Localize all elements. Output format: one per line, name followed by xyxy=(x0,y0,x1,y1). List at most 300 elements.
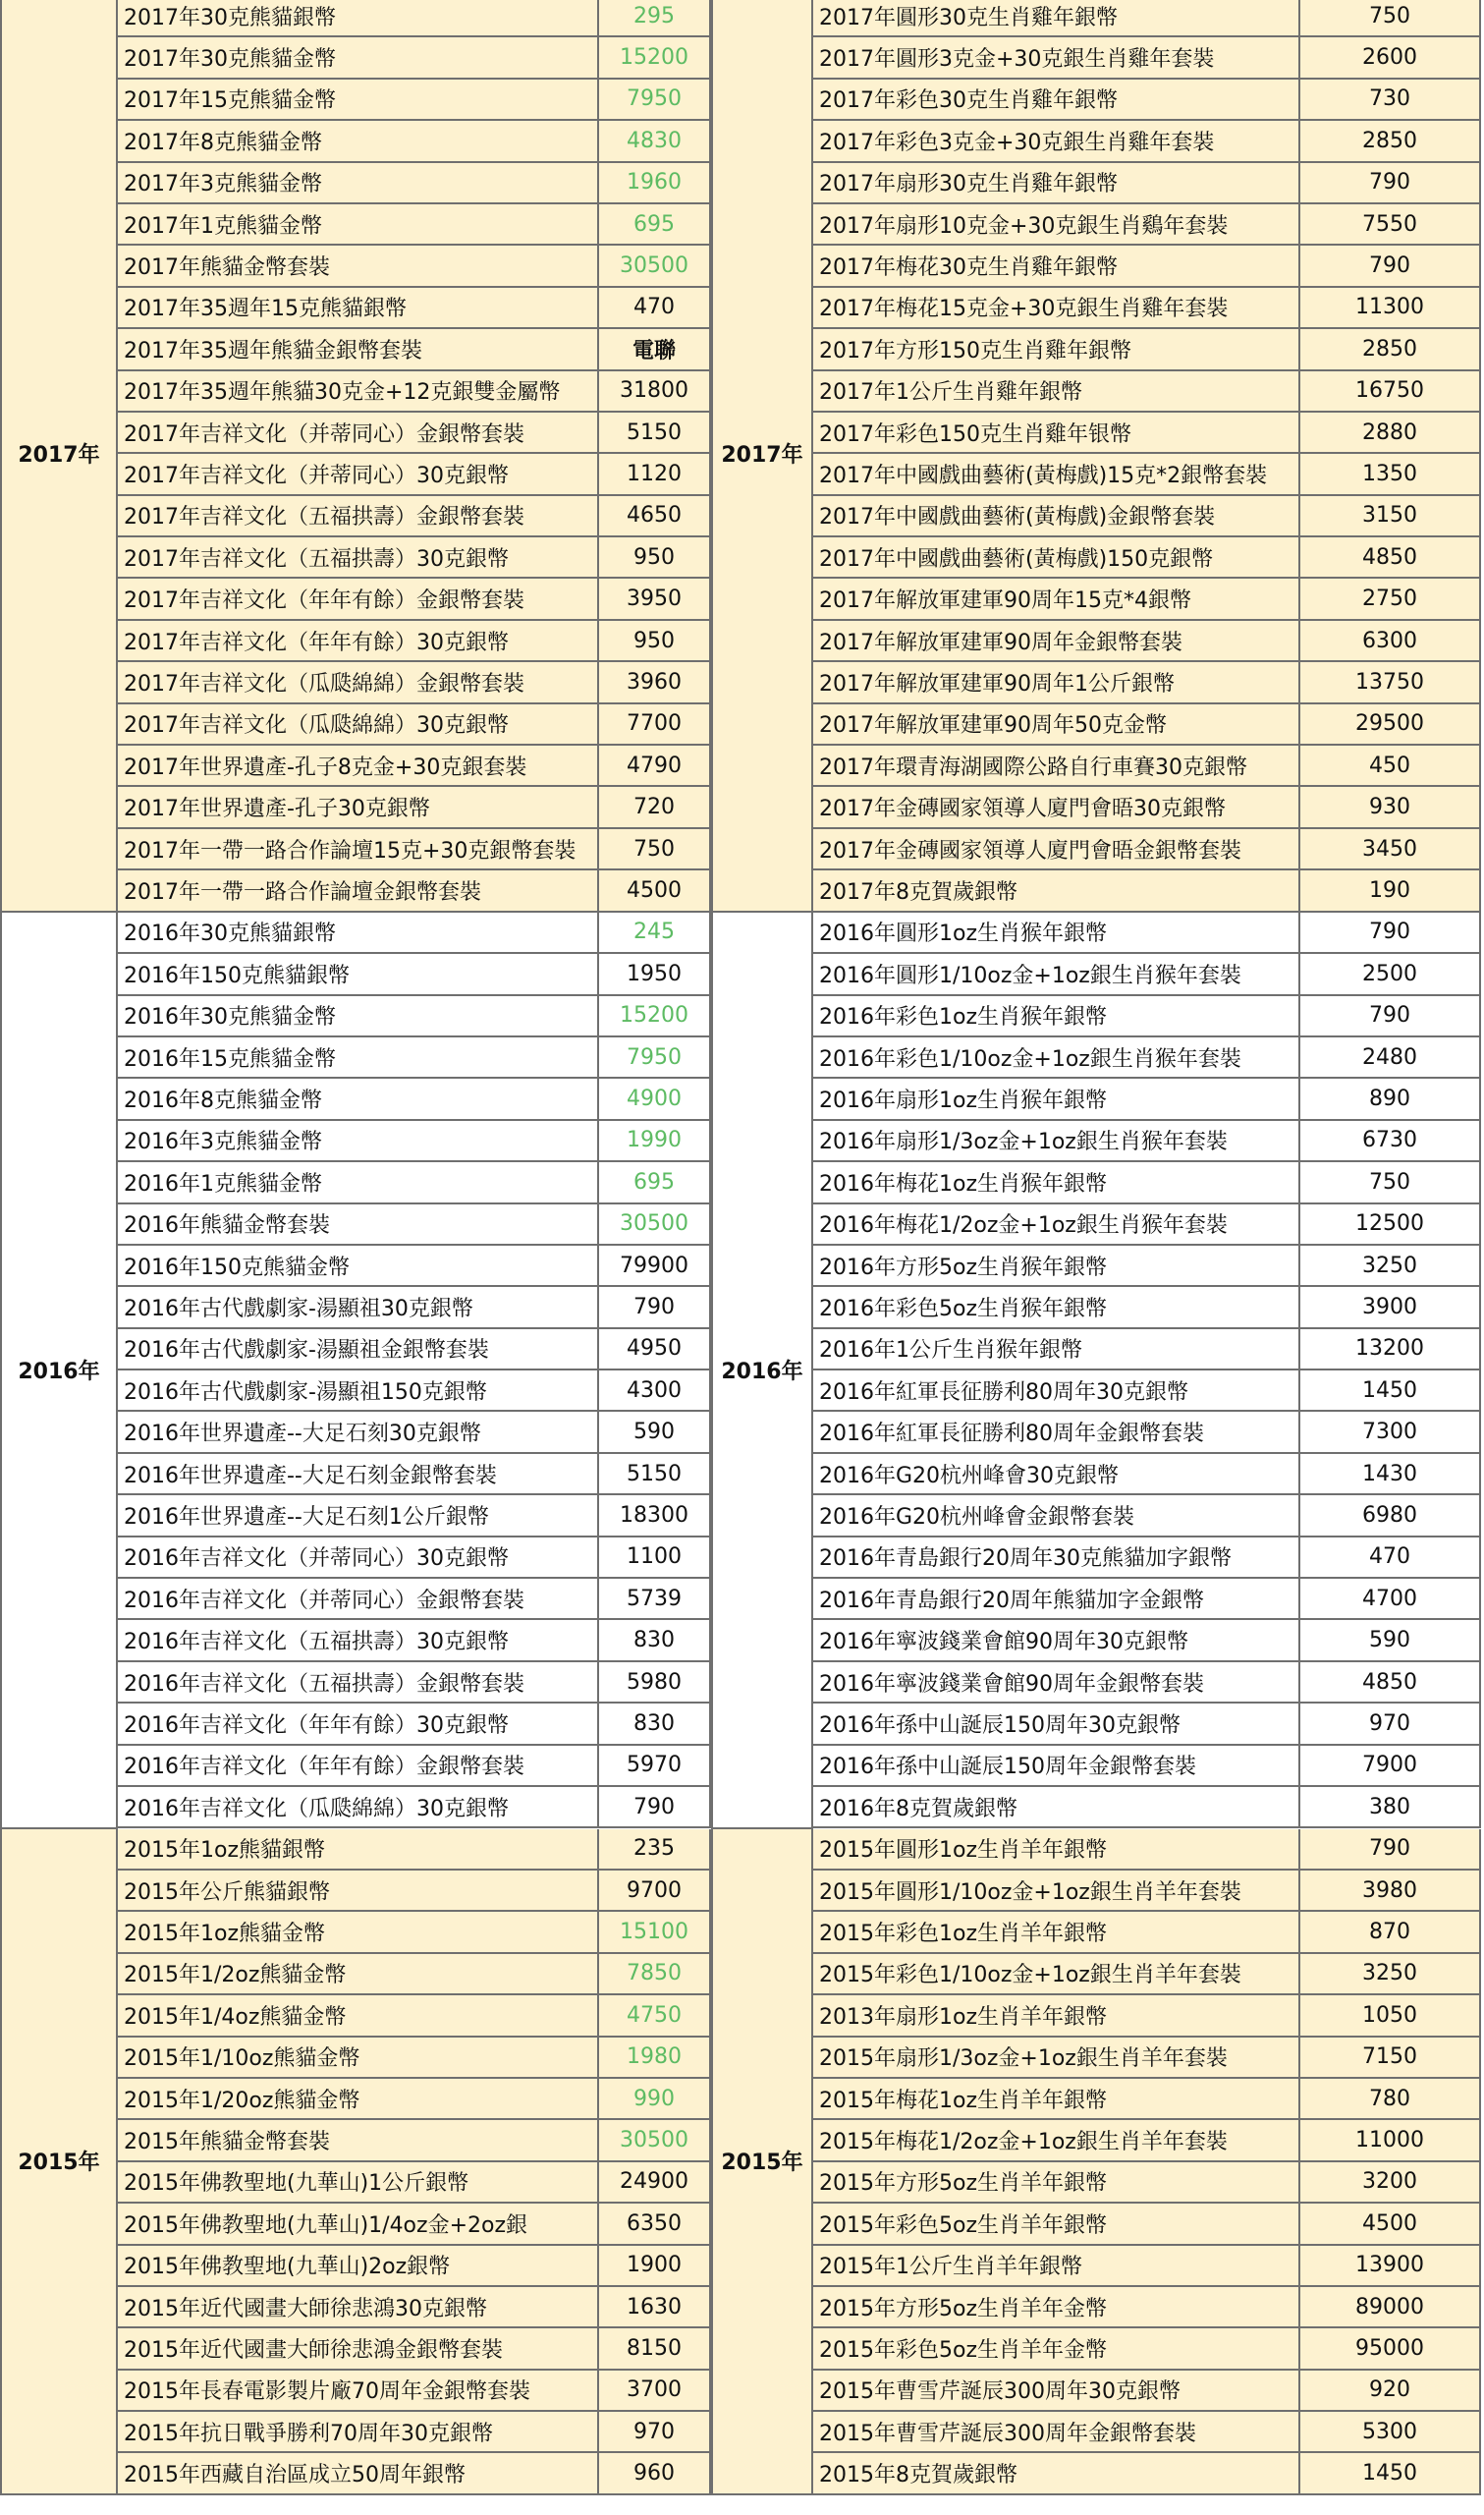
item-name: 2015年彩色5oz生肖羊年銀幣 xyxy=(811,2204,1300,2243)
item-name: 2015年梅花1/2oz金+1oz銀生肖羊年套裝 xyxy=(811,2120,1300,2159)
item-name: 2017年一帶一路合作論壇15克+30克銀幣套裝 xyxy=(116,829,599,868)
item-name: 2016年吉祥文化（瓜瓞綿綿）30克銀幣 xyxy=(116,1787,599,1826)
table-row xyxy=(116,1995,711,2037)
table-row xyxy=(116,288,711,329)
item-name: 2017年世界遺產-孔子8克金+30克銀套裝 xyxy=(116,746,599,785)
item-price: 5980 xyxy=(599,1662,711,1702)
table-row xyxy=(811,1662,1481,1704)
item-price: 5150 xyxy=(599,1454,711,1493)
item-price: 790 xyxy=(1300,913,1481,952)
year-label-right: 2016年 xyxy=(711,913,813,1829)
table-row xyxy=(811,2371,1481,2412)
table-row xyxy=(811,1787,1481,1828)
item-price: 15200 xyxy=(599,37,711,77)
item-name: 2016年吉祥文化（年年有餘）金銀幣套裝 xyxy=(116,1746,599,1785)
table-row xyxy=(116,2246,711,2287)
item-price: 1450 xyxy=(1300,1370,1481,1410)
item-name: 2016年古代戲劇家-湯顯祖金銀幣套裝 xyxy=(116,1329,599,1369)
item-name: 2017年35週年15克熊貓銀幣 xyxy=(116,288,599,327)
table-row xyxy=(116,371,711,413)
item-name: 2016年吉祥文化（五福拱壽）金銀幣套裝 xyxy=(116,1662,599,1702)
item-price: 12500 xyxy=(1300,1204,1481,1244)
table-row xyxy=(811,2412,1481,2453)
table-row xyxy=(116,496,711,537)
item-name: 2017年中國戲曲藝術(黃梅戲)150克銀幣 xyxy=(811,537,1300,577)
table-row xyxy=(811,1912,1481,1953)
item-price: 2500 xyxy=(1300,954,1481,993)
item-price: 13900 xyxy=(1300,2246,1481,2285)
item-name: 2015年近代國畫大師徐悲鴻金銀幣套裝 xyxy=(116,2328,599,2368)
item-price: 11000 xyxy=(1300,2120,1481,2159)
table-row xyxy=(116,1912,711,1953)
item-price: 5150 xyxy=(599,413,711,452)
item-name: 2015年佛教聖地(九華山)1公斤銀幣 xyxy=(116,2162,599,2202)
item-price: 190 xyxy=(1300,870,1481,910)
table-row xyxy=(116,746,711,787)
item-price: 4300 xyxy=(599,1370,711,1410)
item-price: 5300 xyxy=(1300,2412,1481,2451)
item-price: 6730 xyxy=(1300,1121,1481,1160)
table-row xyxy=(811,246,1481,287)
table-row xyxy=(116,1829,711,1871)
table-row xyxy=(811,746,1481,787)
item-price: 18300 xyxy=(599,1495,711,1535)
item-name: 2016年梅花1/2oz金+1oz銀生肖猴年套裝 xyxy=(811,1204,1300,1244)
item-price: 7150 xyxy=(1300,2038,1481,2077)
item-price: 2480 xyxy=(1300,1037,1481,1077)
table-row xyxy=(811,537,1481,579)
item-name: 2017年中國戲曲藝術(黃梅戲)金銀幣套裝 xyxy=(811,496,1300,535)
item-name: 2017年吉祥文化（并蒂同心）30克銀幣 xyxy=(116,454,599,493)
item-name: 2017年中國戲曲藝術(黃梅戲)15克*2銀幣套裝 xyxy=(811,454,1300,493)
item-name: 2017年圓形3克金+30克銀生肖雞年套裝 xyxy=(811,37,1300,77)
table-row xyxy=(116,579,711,620)
item-price: 15200 xyxy=(599,996,711,1035)
item-price: 780 xyxy=(1300,2079,1481,2118)
table-row xyxy=(116,1620,711,1661)
item-name: 2015年抗日戰爭勝利70周年30克銀幣 xyxy=(116,2412,599,2451)
item-price: 235 xyxy=(599,1829,711,1869)
table-row xyxy=(116,2079,711,2120)
item-name: 2016年彩色1/10oz金+1oz銀生肖猴年套裝 xyxy=(811,1037,1300,1077)
item-price: 4500 xyxy=(599,870,711,910)
table-row xyxy=(811,1579,1481,1620)
item-price: 30500 xyxy=(599,1204,711,1244)
item-price: 750 xyxy=(599,829,711,868)
item-price: 470 xyxy=(599,288,711,327)
item-name: 2017年金磚國家領導人廈門會晤金銀幣套裝 xyxy=(811,829,1300,868)
table-row xyxy=(811,1287,1481,1328)
table-row xyxy=(116,2204,711,2245)
right-price-list xyxy=(811,0,1481,913)
item-price: 1120 xyxy=(599,454,711,493)
item-name: 2013年扇形1oz生肖羊年銀幣 xyxy=(811,1995,1300,2035)
item-price: 295 xyxy=(599,0,711,35)
item-name: 2016年1克熊貓金幣 xyxy=(116,1162,599,1202)
table-row xyxy=(811,1454,1481,1495)
item-price: 3700 xyxy=(599,2371,711,2410)
item-price: 3150 xyxy=(1300,496,1481,535)
table-row xyxy=(811,1495,1481,1537)
table-row xyxy=(116,537,711,579)
item-name: 2017年環青海湖國際公路自行車賽30克銀幣 xyxy=(811,746,1300,785)
item-name: 2016年15克熊貓金幣 xyxy=(116,1037,599,1077)
item-name: 2017年吉祥文化（并蒂同心）金銀幣套裝 xyxy=(116,413,599,452)
item-price: 3980 xyxy=(1300,1871,1481,1910)
table-row xyxy=(116,204,711,246)
item-price: 1050 xyxy=(1300,1995,1481,2035)
table-row xyxy=(811,954,1481,995)
table-row xyxy=(811,621,1481,662)
table-row xyxy=(811,329,1481,370)
item-price: 4850 xyxy=(1300,537,1481,577)
item-price: 2600 xyxy=(1300,37,1481,77)
table-row xyxy=(811,2120,1481,2161)
item-name: 2016年彩色1oz生肖猴年銀幣 xyxy=(811,996,1300,1035)
table-row xyxy=(811,204,1481,246)
table-row xyxy=(811,787,1481,828)
item-price: 790 xyxy=(1300,163,1481,202)
item-name: 2017年吉祥文化（年年有餘）30克銀幣 xyxy=(116,621,599,660)
item-price: 29500 xyxy=(1300,704,1481,744)
table-row xyxy=(116,2162,711,2204)
item-name: 2016年G20杭州峰會金銀幣套裝 xyxy=(811,1495,1300,1535)
item-name: 2015年1公斤生肖羊年銀幣 xyxy=(811,2246,1300,2285)
item-name: 2015年西藏自治區成立50周年銀幣 xyxy=(116,2453,599,2492)
table-row xyxy=(811,0,1481,37)
item-name: 2017年解放軍建軍90周年1公斤銀幣 xyxy=(811,662,1300,701)
item-name: 2017年30克熊貓銀幣 xyxy=(116,0,599,35)
table-row xyxy=(116,662,711,703)
table-row xyxy=(116,37,711,79)
item-price: 930 xyxy=(1300,787,1481,826)
year-label-left: 2017年 xyxy=(0,0,118,913)
item-name: 2015年方形5oz生肖羊年銀幣 xyxy=(811,2162,1300,2202)
item-name: 2015年圓形1/10oz金+1oz銀生肖羊年套裝 xyxy=(811,1871,1300,1910)
item-name: 2017年1公斤生肖雞年銀幣 xyxy=(811,371,1300,411)
year-section xyxy=(0,1829,1484,2495)
item-price: 7850 xyxy=(599,1954,711,1993)
table-row xyxy=(811,163,1481,204)
year-section xyxy=(0,0,1484,913)
table-row xyxy=(811,1329,1481,1370)
item-price: 5970 xyxy=(599,1746,711,1785)
table-row xyxy=(116,1954,711,1995)
left-price-list xyxy=(116,0,711,913)
item-price: 790 xyxy=(1300,246,1481,285)
left-price-list xyxy=(116,1829,711,2495)
table-row xyxy=(811,37,1481,79)
item-price: 2850 xyxy=(1300,121,1481,160)
item-price: 4900 xyxy=(599,1079,711,1118)
table-row xyxy=(811,1370,1481,1412)
item-name: 2017年吉祥文化（五福拱壽）金銀幣套裝 xyxy=(116,496,599,535)
item-price: 11300 xyxy=(1300,288,1481,327)
item-price: 1430 xyxy=(1300,1454,1481,1493)
table-row xyxy=(116,2453,711,2494)
item-name: 2017年一帶一路合作論壇金銀幣套裝 xyxy=(116,870,599,910)
item-price: 79900 xyxy=(599,1246,711,1285)
item-price: 6980 xyxy=(1300,1495,1481,1535)
item-name: 2017年梅花15克金+30克銀生肖雞年套裝 xyxy=(811,288,1300,327)
item-name: 2015年長春電影製片廠70周年金銀幣套裝 xyxy=(116,2371,599,2410)
item-price: 695 xyxy=(599,204,711,244)
item-name: 2015年1/20oz熊貓金幣 xyxy=(116,2079,599,2118)
table-row xyxy=(116,1537,711,1579)
right-price-list xyxy=(811,1829,1481,2495)
year-section xyxy=(0,913,1484,1829)
item-price: 3960 xyxy=(599,662,711,701)
item-price: 730 xyxy=(1300,80,1481,119)
item-name: 2016年青島銀行20周年30克熊貓加字銀幣 xyxy=(811,1537,1300,1577)
table-row xyxy=(116,913,711,954)
item-price: 4650 xyxy=(599,496,711,535)
item-price: 830 xyxy=(599,1704,711,1743)
table-row xyxy=(116,1662,711,1704)
item-name: 2016年寧波錢業會館90周年金銀幣套裝 xyxy=(811,1662,1300,1702)
item-name: 2015年彩色1oz生肖羊年銀幣 xyxy=(811,1912,1300,1951)
table-row xyxy=(811,1829,1481,1871)
item-name: 2016年世界遺產--大足石刻1公斤銀幣 xyxy=(116,1495,599,1535)
item-price: 970 xyxy=(1300,1704,1481,1743)
table-row xyxy=(811,996,1481,1037)
item-name: 2015年方形5oz生肖羊年金幣 xyxy=(811,2287,1300,2326)
item-price: 4750 xyxy=(599,1995,711,2035)
item-name: 2017年吉祥文化（瓜瓞綿綿）30克銀幣 xyxy=(116,704,599,744)
item-name: 2015年彩色1/10oz金+1oz銀生肖羊年套裝 xyxy=(811,1954,1300,1993)
item-name: 2017年彩色3克金+30克銀生肖雞年套裝 xyxy=(811,121,1300,160)
item-price: 16750 xyxy=(1300,371,1481,411)
item-name: 2016年青島銀行20周年熊貓加字金銀幣 xyxy=(811,1579,1300,1618)
table-row xyxy=(116,1246,711,1287)
item-name: 2016年古代戲劇家-湯顯祖30克銀幣 xyxy=(116,1287,599,1326)
item-price: 13750 xyxy=(1300,662,1481,701)
item-name: 2016年孫中山誕辰150周年金銀幣套裝 xyxy=(811,1746,1300,1785)
item-price: 950 xyxy=(599,537,711,577)
item-name: 2015年佛教聖地(九華山)2oz銀幣 xyxy=(116,2246,599,2285)
table-row xyxy=(811,121,1481,162)
item-price: 3950 xyxy=(599,579,711,618)
item-name: 2016年吉祥文化（年年有餘）30克銀幣 xyxy=(116,1704,599,1743)
table-row xyxy=(811,913,1481,954)
item-price: 1960 xyxy=(599,163,711,202)
item-name: 2015年扇形1/3oz金+1oz銀生肖羊年套裝 xyxy=(811,2038,1300,2077)
item-name: 2017年8克賀歲銀幣 xyxy=(811,870,1300,910)
item-name: 2016年8克賀歲銀幣 xyxy=(811,1787,1300,1826)
table-row xyxy=(116,1579,711,1620)
table-row xyxy=(116,996,711,1037)
item-price: 920 xyxy=(1300,2371,1481,2410)
item-price: 1100 xyxy=(599,1537,711,1577)
table-row xyxy=(811,413,1481,454)
item-price: 7700 xyxy=(599,704,711,744)
table-row xyxy=(811,2287,1481,2328)
item-name: 2016年寧波錢業會館90周年30克銀幣 xyxy=(811,1620,1300,1659)
item-price: 2880 xyxy=(1300,413,1481,452)
item-price: 790 xyxy=(1300,996,1481,1035)
table-row xyxy=(116,1871,711,1912)
item-price: 790 xyxy=(1300,1829,1481,1869)
item-price: 30500 xyxy=(599,246,711,285)
item-price: 3250 xyxy=(1300,1954,1481,1993)
item-name: 2015年曹雪芹誕辰300周年金銀幣套裝 xyxy=(811,2412,1300,2451)
item-price: 1900 xyxy=(599,2246,711,2285)
item-price: 450 xyxy=(1300,746,1481,785)
item-price: 89000 xyxy=(1300,2287,1481,2326)
item-name: 2017年圓形30克生肖雞年銀幣 xyxy=(811,0,1300,35)
table-row xyxy=(116,2328,711,2370)
item-name: 2017年解放軍建軍90周年金銀幣套裝 xyxy=(811,621,1300,660)
table-row xyxy=(116,1037,711,1079)
item-price: 870 xyxy=(1300,1912,1481,1951)
table-row xyxy=(116,1079,711,1120)
item-price: 720 xyxy=(599,787,711,826)
item-name: 2016年扇形1oz生肖猴年銀幣 xyxy=(811,1079,1300,1118)
table-row xyxy=(116,2412,711,2453)
item-name: 2015年佛教聖地(九華山)1/4oz金+2oz銀 xyxy=(116,2204,599,2243)
item-price: 4830 xyxy=(599,121,711,160)
item-price: 470 xyxy=(1300,1537,1481,1577)
item-price: 7950 xyxy=(599,1037,711,1077)
table-row xyxy=(116,1704,711,1745)
table-row xyxy=(116,704,711,746)
table-row xyxy=(811,829,1481,870)
item-price: 990 xyxy=(599,2079,711,2118)
item-price: 750 xyxy=(1300,0,1481,35)
item-name: 2017年35週年熊貓金銀幣套裝 xyxy=(116,329,599,368)
table-row xyxy=(116,329,711,370)
item-name: 2016年8克熊貓金幣 xyxy=(116,1079,599,1118)
table-row xyxy=(116,829,711,870)
item-name: 2016年方形5oz生肖猴年銀幣 xyxy=(811,1246,1300,1285)
item-name: 2015年梅花1oz生肖羊年銀幣 xyxy=(811,2079,1300,2118)
item-price: 590 xyxy=(1300,1620,1481,1659)
item-name: 2016年扇形1/3oz金+1oz銀生肖猴年套裝 xyxy=(811,1121,1300,1160)
table-row xyxy=(811,579,1481,620)
table-row xyxy=(116,2371,711,2412)
item-name: 2015年8克賀歲銀幣 xyxy=(811,2453,1300,2492)
item-price: 4790 xyxy=(599,746,711,785)
item-price: 4850 xyxy=(1300,1662,1481,1702)
item-name: 2015年公斤熊貓銀幣 xyxy=(116,1871,599,1910)
item-name: 2015年近代國畫大師徐悲鴻30克銀幣 xyxy=(116,2287,599,2326)
item-price: 1350 xyxy=(1300,454,1481,493)
item-price: 750 xyxy=(1300,1162,1481,1202)
item-name: 2016年圓形1/10oz金+1oz銀生肖猴年套裝 xyxy=(811,954,1300,993)
item-name: 2016年圓形1oz生肖猴年銀幣 xyxy=(811,913,1300,952)
item-price: 790 xyxy=(599,1787,711,1826)
item-name: 2017年熊貓金幣套裝 xyxy=(116,246,599,285)
item-price: 7300 xyxy=(1300,1412,1481,1451)
item-name: 2017年梅花30克生肖雞年銀幣 xyxy=(811,246,1300,285)
table-row xyxy=(116,954,711,995)
item-price: 1950 xyxy=(599,954,711,993)
table-row xyxy=(811,80,1481,121)
item-price: 890 xyxy=(1300,1079,1481,1118)
item-name: 2017年30克熊貓金幣 xyxy=(116,37,599,77)
item-name: 2017年吉祥文化（五福拱壽）30克銀幣 xyxy=(116,537,599,577)
item-price: 8150 xyxy=(599,2328,711,2368)
table-row xyxy=(116,121,711,162)
item-name: 2015年1/4oz熊貓金幣 xyxy=(116,1995,599,2035)
table-row xyxy=(811,1871,1481,1912)
item-price: 695 xyxy=(599,1162,711,1202)
table-row xyxy=(116,2287,711,2328)
item-name: 2015年熊貓金幣套裝 xyxy=(116,2120,599,2159)
item-name: 2016年G20杭州峰會30克銀幣 xyxy=(811,1454,1300,1493)
left-price-list xyxy=(116,913,711,1829)
item-price: 4950 xyxy=(599,1329,711,1369)
table-row xyxy=(811,2038,1481,2079)
item-name: 2016年3克熊貓金幣 xyxy=(116,1121,599,1160)
item-price: 4700 xyxy=(1300,1579,1481,1618)
table-row xyxy=(811,2204,1481,2245)
table-row xyxy=(116,787,711,828)
table-row xyxy=(811,1412,1481,1453)
table-row xyxy=(811,1079,1481,1120)
table-row xyxy=(811,2079,1481,2120)
item-price: 3900 xyxy=(1300,1287,1481,1326)
table-row xyxy=(811,496,1481,537)
item-name: 2016年梅花1oz生肖猴年銀幣 xyxy=(811,1162,1300,1202)
item-price: 380 xyxy=(1300,1787,1481,1826)
item-name: 2017年8克熊貓金幣 xyxy=(116,121,599,160)
item-price: 7550 xyxy=(1300,204,1481,244)
table-row xyxy=(811,870,1481,912)
table-row xyxy=(116,0,711,37)
item-price: 1630 xyxy=(599,2287,711,2326)
table-row xyxy=(116,1454,711,1495)
item-price: 5739 xyxy=(599,1579,711,1618)
item-name: 2016年古代戲劇家-湯顯祖150克銀幣 xyxy=(116,1370,599,1410)
table-row xyxy=(811,2246,1481,2287)
item-price: 3250 xyxy=(1300,1246,1481,1285)
item-price: 1450 xyxy=(1300,2453,1481,2492)
table-row xyxy=(116,163,711,204)
item-name: 2016年30克熊貓金幣 xyxy=(116,996,599,1035)
table-row xyxy=(116,870,711,912)
item-price: 31800 xyxy=(599,371,711,411)
item-price: 6350 xyxy=(599,2204,711,2243)
table-row xyxy=(116,2120,711,2161)
table-row xyxy=(116,1495,711,1537)
item-name: 2016年30克熊貓銀幣 xyxy=(116,913,599,952)
item-name: 2016年紅軍長征勝利80周年金銀幣套裝 xyxy=(811,1412,1300,1451)
table-row xyxy=(811,2328,1481,2370)
item-price: 1990 xyxy=(599,1121,711,1160)
item-price: 2750 xyxy=(1300,579,1481,618)
table-row xyxy=(116,1121,711,1162)
item-name: 2016年1公斤生肖猴年銀幣 xyxy=(811,1329,1300,1369)
item-price: 790 xyxy=(599,1287,711,1326)
table-row xyxy=(811,288,1481,329)
year-label-right: 2017年 xyxy=(711,0,813,913)
item-price: 2850 xyxy=(1300,329,1481,368)
item-name: 2017年35週年熊貓30克金+12克銀雙金屬幣 xyxy=(116,371,599,411)
item-name: 2016年彩色5oz生肖猴年銀幣 xyxy=(811,1287,1300,1326)
item-name: 2016年吉祥文化（并蒂同心）30克銀幣 xyxy=(116,1537,599,1577)
item-name: 2015年1/2oz熊貓金幣 xyxy=(116,1954,599,1993)
item-name: 2016年世界遺產--大足石刻金銀幣套裝 xyxy=(116,1454,599,1493)
item-name: 2017年吉祥文化（年年有餘）金銀幣套裝 xyxy=(116,579,599,618)
item-name: 2016年150克熊貓金幣 xyxy=(116,1246,599,1285)
table-row xyxy=(811,1537,1481,1579)
item-price: 電聯 xyxy=(599,329,711,368)
item-price: 30500 xyxy=(599,2120,711,2159)
table-row xyxy=(116,1412,711,1453)
item-name: 2016年世界遺產--大足石刻30克銀幣 xyxy=(116,1412,599,1451)
item-name: 2017年彩色150克生肖雞年银幣 xyxy=(811,413,1300,452)
